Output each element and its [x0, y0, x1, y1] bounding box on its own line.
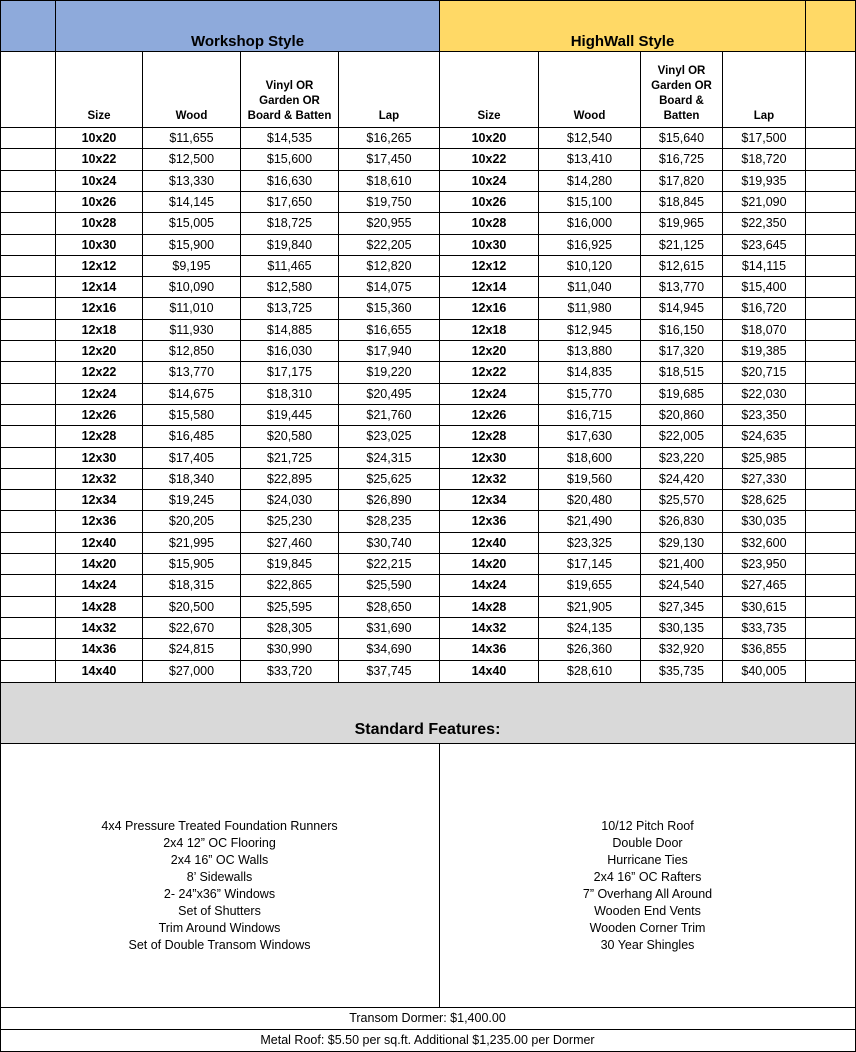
highwall-cell-wood: $14,835 [539, 362, 641, 384]
workshop-cell-size: 14x36 [56, 639, 143, 661]
workshop-cell-vinyl: $18,310 [241, 384, 339, 405]
highwall-cell-size: 14x28 [440, 597, 539, 618]
row-margin-cell [0, 235, 56, 256]
highwall-cell-lap: $17,500 [723, 128, 806, 149]
highwall-cell-vinyl: $30,135 [641, 618, 723, 639]
workshop-cell-wood: $15,900 [143, 235, 241, 256]
workshop-cell-wood: $12,850 [143, 341, 241, 362]
highwall-cell-wood: $17,630 [539, 426, 641, 448]
highwall-cell-vinyl: $24,540 [641, 575, 723, 597]
workshop-cell-lap: $37,745 [339, 661, 440, 683]
workshop-cell-size: 14x28 [56, 597, 143, 618]
highwall-cell-vinyl: $12,615 [641, 256, 723, 277]
highwall-cell-lap: $23,950 [723, 554, 806, 575]
highwall-cell-size: 12x36 [440, 511, 539, 533]
highwall-cell-wood: $12,945 [539, 320, 641, 341]
highwall-cell-wood: $24,135 [539, 618, 641, 639]
feature-item: 4x4 Pressure Treated Foundation Runners [101, 818, 338, 833]
row-margin-cell [806, 575, 856, 597]
highwall-cell-wood: $15,770 [539, 384, 641, 405]
row-margin-cell [806, 533, 856, 554]
workshop-cell-lap: $18,610 [339, 171, 440, 192]
workshop-cell-vinyl: $16,630 [241, 171, 339, 192]
workshop-cell-lap: $16,265 [339, 128, 440, 149]
row-margin-cell [0, 171, 56, 192]
row-margin-cell [806, 341, 856, 362]
highwall-cell-vinyl: $17,820 [641, 171, 723, 192]
highwall-cell-lap: $28,625 [723, 490, 806, 511]
highwall-cell-vinyl: $19,685 [641, 384, 723, 405]
highwall-cell-size: 12x14 [440, 277, 539, 298]
workshop-cell-wood: $12,500 [143, 149, 241, 171]
workshop-cell-vinyl: $27,460 [241, 533, 339, 554]
row-margin-cell [0, 661, 56, 683]
highwall-cell-size: 10x30 [440, 235, 539, 256]
row-margin-cell [806, 149, 856, 171]
workshop-cell-wood: $19,245 [143, 490, 241, 511]
workshop-cell-wood: $20,205 [143, 511, 241, 533]
right-margin-colhead [806, 52, 856, 128]
workshop-cell-size: 12x12 [56, 256, 143, 277]
workshop-cell-lap: $31,690 [339, 618, 440, 639]
workshop-cell-lap: $19,750 [339, 192, 440, 213]
standard-features-right-list [440, 744, 856, 1008]
highwall-cell-wood: $20,480 [539, 490, 641, 511]
workshop-cell-lap: $25,590 [339, 575, 440, 597]
workshop-cell-vinyl: $33,720 [241, 661, 339, 683]
row-margin-cell [0, 341, 56, 362]
row-margin-cell [806, 511, 856, 533]
workshop-cell-vinyl: $24,030 [241, 490, 339, 511]
workshop-cell-vinyl: $25,230 [241, 511, 339, 533]
highwall-cell-lap: $30,035 [723, 511, 806, 533]
highwall-cell-wood: $21,905 [539, 597, 641, 618]
highwall-cell-vinyl: $21,400 [641, 554, 723, 575]
highwall-cell-wood: $12,540 [539, 128, 641, 149]
row-margin-cell [0, 575, 56, 597]
workshop-cell-vinyl: $12,580 [241, 277, 339, 298]
workshop-cell-wood: $14,675 [143, 384, 241, 405]
highwall-cell-wood: $21,490 [539, 511, 641, 533]
row-margin-cell [806, 618, 856, 639]
highwall-cell-vinyl: $21,125 [641, 235, 723, 256]
highwall-cell-size: 10x22 [440, 149, 539, 171]
workshop-cell-vinyl: $19,845 [241, 554, 339, 575]
workshop-cell-size: 12x22 [56, 362, 143, 384]
workshop-cell-wood: $11,930 [143, 320, 241, 341]
workshop-cell-vinyl: $28,305 [241, 618, 339, 639]
highwall-cell-size: 12x18 [440, 320, 539, 341]
highwall-cell-vinyl: $14,945 [641, 298, 723, 320]
workshop-cell-size: 12x14 [56, 277, 143, 298]
workshop-cell-vinyl: $15,600 [241, 149, 339, 171]
highwall-cell-lap: $18,070 [723, 320, 806, 341]
workshop-cell-lap: $14,075 [339, 277, 440, 298]
row-margin-cell [0, 384, 56, 405]
workshop-cell-size: 14x32 [56, 618, 143, 639]
feature-item: Trim Around Windows [158, 920, 281, 935]
highwall-cell-lap: $40,005 [723, 661, 806, 683]
workshop-cell-vinyl: $19,445 [241, 405, 339, 426]
highwall-cell-wood: $18,600 [539, 448, 641, 469]
workshop-cell-size: 12x16 [56, 298, 143, 320]
workshop-cell-wood: $10,090 [143, 277, 241, 298]
feature-item: 2- 24”x36” Windows [163, 886, 276, 901]
highwall-cell-wood: $26,360 [539, 639, 641, 661]
feature-item: 2x4 12” OC Flooring [163, 835, 276, 850]
feature-item: 30 Year Shingles [600, 937, 695, 952]
workshop-cell-wood: $15,005 [143, 213, 241, 235]
workshop-cell-size: 14x20 [56, 554, 143, 575]
row-margin-cell [0, 298, 56, 320]
workshop-cell-size: 12x36 [56, 511, 143, 533]
highwall-cell-size: 12x22 [440, 362, 539, 384]
highwall-cell-vinyl: $29,130 [641, 533, 723, 554]
highwall-cell-lap: $15,400 [723, 277, 806, 298]
highwall-cell-size: 14x36 [440, 639, 539, 661]
workshop-col-vinyl: Vinyl OR Garden OR Board & Batten [241, 52, 339, 128]
highwall-cell-wood: $16,925 [539, 235, 641, 256]
feature-item: Hurricane Ties [607, 852, 688, 867]
feature-item: 2x4 16” OC Walls [170, 852, 269, 867]
row-margin-cell [806, 298, 856, 320]
workshop-cell-vinyl: $14,885 [241, 320, 339, 341]
workshop-cell-vinyl: $20,580 [241, 426, 339, 448]
workshop-cell-wood: $18,315 [143, 575, 241, 597]
workshop-left-margin-header [0, 0, 56, 52]
workshop-cell-wood: $27,000 [143, 661, 241, 683]
highwall-cell-lap: $25,985 [723, 448, 806, 469]
row-margin-cell [806, 405, 856, 426]
workshop-cell-lap: $16,655 [339, 320, 440, 341]
workshop-cell-vinyl: $16,030 [241, 341, 339, 362]
highwall-cell-lap: $32,600 [723, 533, 806, 554]
row-margin-cell [0, 490, 56, 511]
feature-item: 8’ Sidewalls [186, 869, 253, 884]
row-margin-cell [806, 448, 856, 469]
row-margin-cell [806, 277, 856, 298]
metal-roof-note: Metal Roof: $5.50 per sq.ft. Additional $1,235.00 per Dormer [0, 1030, 856, 1052]
highwall-cell-wood: $23,325 [539, 533, 641, 554]
highwall-style-title: HighWall Style [440, 0, 806, 52]
workshop-cell-vinyl: $17,175 [241, 362, 339, 384]
feature-item: 2x4 16” OC Rafters [593, 869, 702, 884]
highwall-cell-lap: $36,855 [723, 639, 806, 661]
highwall-cell-size: 12x40 [440, 533, 539, 554]
highwall-cell-size: 14x24 [440, 575, 539, 597]
highwall-cell-vinyl: $20,860 [641, 405, 723, 426]
row-margin-cell [0, 618, 56, 639]
workshop-cell-size: 12x32 [56, 469, 143, 490]
highwall-cell-lap: $30,615 [723, 597, 806, 618]
highwall-cell-vinyl: $35,735 [641, 661, 723, 683]
workshop-cell-vinyl: $30,990 [241, 639, 339, 661]
workshop-cell-wood: $24,815 [143, 639, 241, 661]
workshop-cell-size: 10x22 [56, 149, 143, 171]
highwall-col-wood: Wood [539, 52, 641, 128]
workshop-cell-vinyl: $22,865 [241, 575, 339, 597]
row-margin-cell [0, 256, 56, 277]
highwall-cell-vinyl: $23,220 [641, 448, 723, 469]
highwall-cell-size: 12x16 [440, 298, 539, 320]
highwall-cell-lap: $19,385 [723, 341, 806, 362]
highwall-cell-vinyl: $22,005 [641, 426, 723, 448]
workshop-cell-wood: $11,655 [143, 128, 241, 149]
highwall-cell-vinyl: $24,420 [641, 469, 723, 490]
row-margin-cell [806, 554, 856, 575]
workshop-cell-lap: $28,235 [339, 511, 440, 533]
workshop-cell-wood: $22,670 [143, 618, 241, 639]
workshop-cell-wood: $15,580 [143, 405, 241, 426]
highwall-cell-size: 10x26 [440, 192, 539, 213]
workshop-cell-lap: $17,940 [339, 341, 440, 362]
workshop-cell-lap: $25,625 [339, 469, 440, 490]
workshop-cell-wood: $21,995 [143, 533, 241, 554]
row-margin-cell [806, 597, 856, 618]
highwall-cell-size: 12x32 [440, 469, 539, 490]
workshop-cell-vinyl: $17,650 [241, 192, 339, 213]
highwall-cell-lap: $16,720 [723, 298, 806, 320]
row-margin-cell [0, 597, 56, 618]
highwall-cell-vinyl: $16,150 [641, 320, 723, 341]
highwall-cell-wood: $10,120 [539, 256, 641, 277]
row-margin-cell [0, 192, 56, 213]
workshop-cell-size: 12x30 [56, 448, 143, 469]
row-margin-cell [806, 171, 856, 192]
workshop-cell-lap: $28,650 [339, 597, 440, 618]
workshop-cell-lap: $20,955 [339, 213, 440, 235]
highwall-cell-lap: $23,645 [723, 235, 806, 256]
workshop-cell-wood: $11,010 [143, 298, 241, 320]
left-margin-colhead [0, 52, 56, 128]
row-margin-cell [806, 426, 856, 448]
row-margin-cell [806, 256, 856, 277]
highwall-cell-size: 12x26 [440, 405, 539, 426]
highwall-cell-lap: $20,715 [723, 362, 806, 384]
workshop-cell-size: 12x40 [56, 533, 143, 554]
highwall-cell-size: 12x20 [440, 341, 539, 362]
highwall-cell-lap: $22,030 [723, 384, 806, 405]
row-margin-cell [0, 469, 56, 490]
row-margin-cell [0, 405, 56, 426]
highwall-cell-size: 10x24 [440, 171, 539, 192]
row-margin-cell [0, 554, 56, 575]
workshop-cell-size: 14x24 [56, 575, 143, 597]
highwall-cell-size: 12x28 [440, 426, 539, 448]
workshop-col-wood: Wood [143, 52, 241, 128]
highwall-cell-vinyl: $17,320 [641, 341, 723, 362]
feature-item: 7” Overhang All Around [582, 886, 713, 901]
row-margin-cell [806, 128, 856, 149]
row-margin-cell [806, 661, 856, 683]
workshop-cell-lap: $30,740 [339, 533, 440, 554]
row-margin-cell [806, 320, 856, 341]
row-margin-cell [806, 192, 856, 213]
highwall-cell-wood: $17,145 [539, 554, 641, 575]
workshop-cell-size: 12x18 [56, 320, 143, 341]
standard-features-title: Standard Features: [0, 683, 856, 744]
highwall-cell-size: 12x12 [440, 256, 539, 277]
workshop-col-size: Size [56, 52, 143, 128]
highwall-cell-lap: $27,465 [723, 575, 806, 597]
highwall-cell-wood: $13,410 [539, 149, 641, 171]
workshop-cell-vinyl: $11,465 [241, 256, 339, 277]
workshop-cell-lap: $23,025 [339, 426, 440, 448]
row-margin-cell [806, 235, 856, 256]
workshop-cell-vinyl: $18,725 [241, 213, 339, 235]
highwall-cell-lap: $23,350 [723, 405, 806, 426]
highwall-cell-wood: $15,100 [539, 192, 641, 213]
workshop-cell-size: 12x24 [56, 384, 143, 405]
workshop-cell-lap: $20,495 [339, 384, 440, 405]
highwall-cell-size: 12x34 [440, 490, 539, 511]
highwall-cell-lap: $21,090 [723, 192, 806, 213]
workshop-cell-vinyl: $25,595 [241, 597, 339, 618]
workshop-cell-wood: $16,485 [143, 426, 241, 448]
highwall-cell-vinyl: $26,830 [641, 511, 723, 533]
row-margin-cell [0, 448, 56, 469]
workshop-cell-size: 12x26 [56, 405, 143, 426]
highwall-cell-size: 14x20 [440, 554, 539, 575]
row-margin-cell [806, 469, 856, 490]
row-margin-cell [806, 213, 856, 235]
highwall-cell-size: 12x30 [440, 448, 539, 469]
feature-item: 10/12 Pitch Roof [601, 818, 694, 833]
workshop-cell-lap: $22,205 [339, 235, 440, 256]
workshop-cell-lap: $12,820 [339, 256, 440, 277]
workshop-cell-size: 12x20 [56, 341, 143, 362]
workshop-cell-wood: $20,500 [143, 597, 241, 618]
highwall-cell-size: 10x20 [440, 128, 539, 149]
row-margin-cell [806, 362, 856, 384]
workshop-cell-lap: $26,890 [339, 490, 440, 511]
workshop-cell-lap: $22,215 [339, 554, 440, 575]
workshop-cell-wood: $14,145 [143, 192, 241, 213]
workshop-cell-lap: $21,760 [339, 405, 440, 426]
workshop-col-lap: Lap [339, 52, 440, 128]
row-margin-cell [806, 384, 856, 405]
highwall-cell-wood: $14,280 [539, 171, 641, 192]
workshop-cell-size: 10x24 [56, 171, 143, 192]
row-margin-cell [0, 639, 56, 661]
row-margin-cell [0, 320, 56, 341]
workshop-cell-vinyl: $19,840 [241, 235, 339, 256]
workshop-cell-wood: $9,195 [143, 256, 241, 277]
highwall-cell-wood: $28,610 [539, 661, 641, 683]
workshop-cell-vinyl: $14,535 [241, 128, 339, 149]
row-margin-cell [0, 511, 56, 533]
transom-dormer-note: Transom Dormer: $1,400.00 [0, 1008, 856, 1030]
workshop-cell-size: 10x30 [56, 235, 143, 256]
highwall-col-lap: Lap [723, 52, 806, 128]
highwall-cell-wood: $19,560 [539, 469, 641, 490]
highwall-cell-wood: $19,655 [539, 575, 641, 597]
highwall-cell-size: 12x24 [440, 384, 539, 405]
workshop-cell-size: 12x34 [56, 490, 143, 511]
workshop-cell-size: 10x26 [56, 192, 143, 213]
highwall-cell-lap: $22,350 [723, 213, 806, 235]
workshop-cell-wood: $15,905 [143, 554, 241, 575]
highwall-col-vinyl: Vinyl OR Garden OR Board & Batten [641, 52, 723, 128]
feature-item: Double Door [612, 835, 683, 850]
workshop-cell-lap: $24,315 [339, 448, 440, 469]
highwall-cell-vinyl: $15,640 [641, 128, 723, 149]
workshop-cell-wood: $13,770 [143, 362, 241, 384]
row-margin-cell [0, 533, 56, 554]
workshop-cell-wood: $18,340 [143, 469, 241, 490]
highwall-cell-vinyl: $18,845 [641, 192, 723, 213]
row-margin-cell [0, 128, 56, 149]
workshop-style-title: Workshop Style [56, 0, 440, 52]
highwall-col-size: Size [440, 52, 539, 128]
highwall-cell-vinyl: $18,515 [641, 362, 723, 384]
highwall-cell-lap: $33,735 [723, 618, 806, 639]
highwall-cell-size: 14x40 [440, 661, 539, 683]
highwall-cell-lap: $19,935 [723, 171, 806, 192]
highwall-cell-lap: $18,720 [723, 149, 806, 171]
highwall-cell-vinyl: $27,345 [641, 597, 723, 618]
workshop-cell-size: 12x28 [56, 426, 143, 448]
highwall-cell-wood: $11,040 [539, 277, 641, 298]
workshop-cell-vinyl: $13,725 [241, 298, 339, 320]
feature-item: Set of Shutters [178, 903, 261, 918]
highwall-cell-vinyl: $13,770 [641, 277, 723, 298]
feature-item: Wooden End Vents [594, 903, 701, 918]
workshop-cell-lap: $34,690 [339, 639, 440, 661]
workshop-cell-size: 10x20 [56, 128, 143, 149]
row-margin-cell [0, 362, 56, 384]
row-margin-cell [0, 277, 56, 298]
highwall-cell-vinyl: $32,920 [641, 639, 723, 661]
highwall-cell-lap: $14,115 [723, 256, 806, 277]
feature-item: Wooden Corner Trim [589, 920, 706, 935]
feature-item: Set of Double Transom Windows [128, 937, 311, 952]
highwall-cell-wood: $13,880 [539, 341, 641, 362]
highwall-right-margin-header [806, 0, 856, 52]
row-margin-cell [0, 426, 56, 448]
workshop-cell-lap: $17,450 [339, 149, 440, 171]
highwall-cell-vinyl: $19,965 [641, 213, 723, 235]
row-margin-cell [0, 213, 56, 235]
highwall-cell-vinyl: $16,725 [641, 149, 723, 171]
highwall-cell-lap: $24,635 [723, 426, 806, 448]
workshop-cell-vinyl: $21,725 [241, 448, 339, 469]
row-margin-cell [0, 149, 56, 171]
highwall-cell-wood: $11,980 [539, 298, 641, 320]
highwall-cell-size: 14x32 [440, 618, 539, 639]
workshop-cell-size: 14x40 [56, 661, 143, 683]
workshop-cell-lap: $15,360 [339, 298, 440, 320]
highwall-cell-wood: $16,000 [539, 213, 641, 235]
row-margin-cell [806, 490, 856, 511]
workshop-cell-vinyl: $22,895 [241, 469, 339, 490]
workshop-cell-size: 10x28 [56, 213, 143, 235]
workshop-cell-wood: $17,405 [143, 448, 241, 469]
standard-features-left-list [0, 744, 440, 1008]
workshop-cell-lap: $19,220 [339, 362, 440, 384]
workshop-cell-wood: $13,330 [143, 171, 241, 192]
highwall-cell-lap: $27,330 [723, 469, 806, 490]
highwall-cell-vinyl: $25,570 [641, 490, 723, 511]
row-margin-cell [806, 639, 856, 661]
highwall-cell-size: 10x28 [440, 213, 539, 235]
highwall-cell-wood: $16,715 [539, 405, 641, 426]
